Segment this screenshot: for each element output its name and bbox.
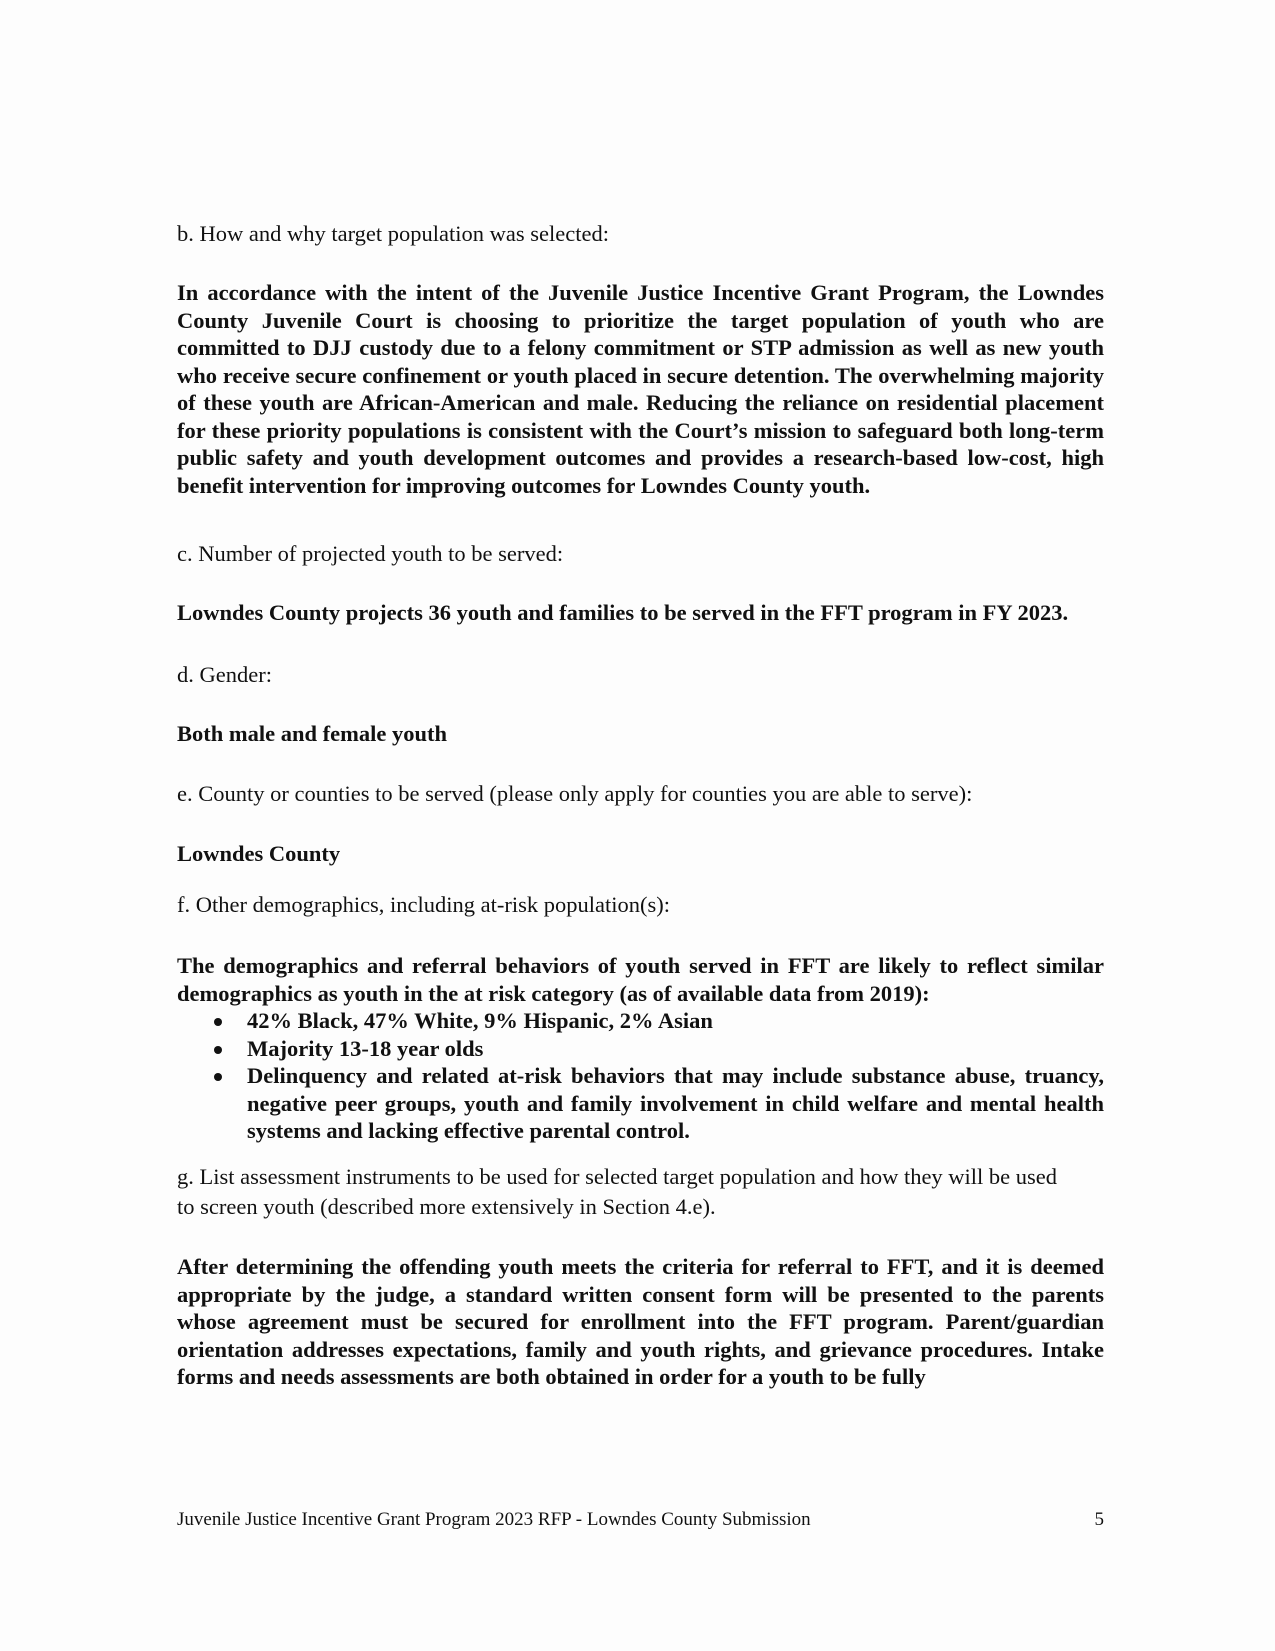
question-c: c. Number of projected youth to be served: — [177, 541, 564, 566]
list-item: Delinquency and related at-risk behaviors that may include substance abuse, truancy, negative peer groups, youth and family involvement in child welfare and mental health systems and lacking effective parental control. — [177, 1062, 1104, 1145]
page-footer — [177, 1508, 1104, 1532]
bullet-icon — [214, 1018, 222, 1026]
list-item: 42% Black, 47% White, 9% Hispanic, 2% Asian — [177, 1007, 1104, 1035]
question-f: f. Other demographics, including at-risk population(s): — [177, 892, 671, 917]
footer-title: Juvenile Justice Incentive Grant Program 2023 RFP - Lowndes County Submission — [177, 1509, 811, 1530]
question-d: d. Gender: — [177, 662, 272, 687]
bullet-icon — [214, 1073, 222, 1081]
answer-d: Both male and female youth — [177, 721, 447, 746]
answer-f — [177, 952, 1104, 1145]
demographics-list — [177, 1007, 1104, 1145]
answer-b: In accordance with the intent of the Juvenile Justice Incentive Grant Program, the Lowndes County Juvenile Court is choosing to prioritize the target population of youth who are committed to DJJ custody due to a felony commitment or STP admission as well as new youth who receive secure confinement or youth placed in secure detention. The overwhelming majority of these youth are African-American and male. Reducing the reliance on residential placement for these priority populations is consistent with the Court’s mission to safeguard both long-term public safety and youth development outcomes and provides a research-based low-cost, high benefit intervention for improving outcomes for Lowndes County youth. — [177, 280, 1104, 498]
question-e: e. County or counties to be served (please only apply for counties you are able to serve): — [177, 781, 973, 806]
list-item: Majority 13-18 year olds — [177, 1035, 1104, 1063]
answer-f-intro: The demographics and referral behaviors of youth served in FFT are likely to reflect similar demographics as youth in the at risk category (as of available data from 2019): — [177, 953, 1104, 1006]
question-b: b. How and why target population was selected: — [177, 221, 609, 246]
answer-c: Lowndes County projects 36 youth and families to be served in the FFT program in FY 2023. — [177, 600, 1069, 625]
answer-e: Lowndes County — [177, 841, 341, 866]
question-g: g. List assessment instruments to be used for selected target population and how they will be used to screen youth (described more extensively in Section 4.e). — [177, 1164, 1058, 1219]
bullet-icon — [214, 1046, 222, 1054]
page-number: 5 — [1094, 1509, 1104, 1530]
answer-g: After determining the offending youth meets the criteria for referral to FFT, and it is deemed appropriate by the judge, a standard written consent form will be presented to the parents whose agreement must be secured for enrollment into the FFT program. Parent/guardian orientation addresses expectations, family and youth rights, and grievance procedures. Intake forms and needs assessments are both obtained in order for a youth to be fully — [177, 1254, 1104, 1389]
